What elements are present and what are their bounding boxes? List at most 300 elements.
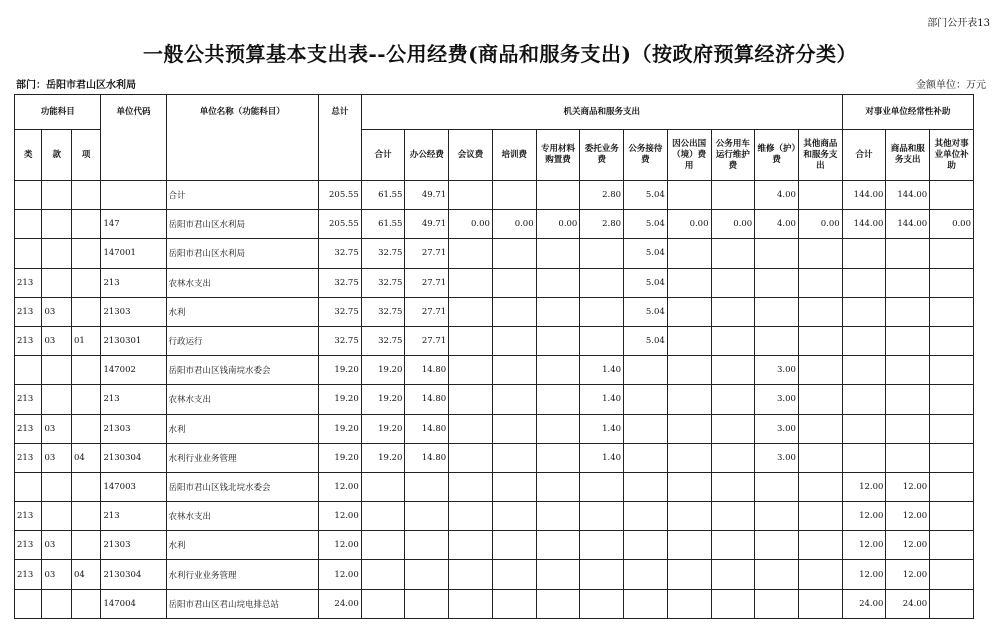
- cell-goods-value: [667, 239, 711, 268]
- cell-subsidy-value: 24.00: [842, 589, 886, 618]
- cell-xiang: [71, 385, 101, 414]
- cell-goods-value: [536, 443, 580, 472]
- cell-xiang: 04: [71, 443, 101, 472]
- cell-kuan: [42, 502, 71, 531]
- cell-goods-value: [711, 268, 755, 297]
- cell-goods-value: [667, 268, 711, 297]
- cell-goods-value: 5.04: [624, 268, 668, 297]
- header-unit-name: 单位名称（功能科目）: [166, 95, 319, 181]
- table-row: [15, 268, 974, 297]
- cell-unit-code: 21303: [101, 414, 166, 443]
- cell-unit-name: 岳阳市君山区钱北垸水委会: [166, 472, 319, 501]
- cell-goods-value: [711, 502, 755, 531]
- cell-goods-value: 32.75: [361, 326, 405, 355]
- cell-unit-name: 农林水支出: [166, 502, 319, 531]
- cell-subsidy-value: 12.00: [886, 502, 930, 531]
- cell-goods-value: 27.71: [405, 239, 449, 268]
- cell-xiang: [71, 356, 101, 385]
- cell-xiang: [71, 268, 101, 297]
- cell-goods-value: [667, 297, 711, 326]
- cell-goods-value: [536, 531, 580, 560]
- header-goods-col: 专用材料购置费: [536, 130, 580, 181]
- cell-goods-value: [711, 589, 755, 618]
- cell-goods-value: [755, 502, 799, 531]
- header-subsidy-col: 其他对事业单位补助: [930, 130, 974, 181]
- cell-goods-value: 0.00: [536, 210, 580, 239]
- amount-unit-label: 金额单位：万元: [916, 80, 986, 91]
- page-title: 一般公共预算基本支出表--公用经费(商品和服务支出)（按政府预算经济分类）: [142, 42, 858, 66]
- cell-goods-value: [624, 356, 668, 385]
- cell-goods-value: 27.71: [405, 326, 449, 355]
- cell-goods-value: [667, 589, 711, 618]
- cell-goods-value: [405, 531, 449, 560]
- cell-total: 32.75: [319, 239, 362, 268]
- cell-xiang: [71, 589, 101, 618]
- cell-subsidy-value: 12.00: [886, 531, 930, 560]
- cell-unit-code: 213: [101, 268, 166, 297]
- cell-xiang: [71, 531, 101, 560]
- cell-unit-name: 合计: [166, 181, 319, 210]
- cell-goods-value: [798, 356, 842, 385]
- cell-goods-value: [580, 472, 624, 501]
- cell-goods-value: [492, 560, 536, 589]
- cell-subsidy-value: [930, 472, 974, 501]
- cell-goods-value: 27.71: [405, 268, 449, 297]
- cell-unit-code: 213: [101, 385, 166, 414]
- cell-lei: [15, 210, 42, 239]
- cell-subsidy-value: 12.00: [842, 560, 886, 589]
- cell-lei: [15, 239, 42, 268]
- cell-goods-value: [536, 472, 580, 501]
- cell-goods-value: [492, 385, 536, 414]
- cell-goods-value: 19.20: [361, 443, 405, 472]
- cell-goods-value: 1.40: [580, 414, 624, 443]
- cell-unit-code: 147003: [101, 472, 166, 501]
- cell-total: 24.00: [319, 589, 362, 618]
- cell-goods-value: 1.40: [580, 443, 624, 472]
- table-row: [15, 181, 974, 210]
- cell-goods-value: [580, 297, 624, 326]
- cell-goods-value: [492, 414, 536, 443]
- cell-goods-value: 5.04: [624, 297, 668, 326]
- cell-lei: 213: [15, 443, 42, 472]
- cell-goods-value: [449, 356, 493, 385]
- cell-goods-value: 19.20: [361, 414, 405, 443]
- cell-goods-value: [492, 472, 536, 501]
- cell-subsidy-value: 12.00: [842, 502, 886, 531]
- cell-goods-value: 14.80: [405, 443, 449, 472]
- cell-subsidy-value: [842, 356, 886, 385]
- cell-goods-value: [492, 268, 536, 297]
- header-goods-col: 维修（护）费: [755, 130, 799, 181]
- cell-subsidy-value: 12.00: [842, 472, 886, 501]
- cell-goods-value: [667, 560, 711, 589]
- header-unit-code: 单位代码: [101, 95, 166, 181]
- cell-goods-value: [536, 268, 580, 297]
- cell-subsidy-value: [930, 181, 974, 210]
- cell-lei: 213: [15, 414, 42, 443]
- header-goods-col: 其他商品和服务支出: [798, 130, 842, 181]
- cell-goods-value: [798, 385, 842, 414]
- cell-goods-value: [580, 560, 624, 589]
- cell-subsidy-value: [930, 239, 974, 268]
- cell-goods-value: 49.71: [405, 210, 449, 239]
- cell-lei: [15, 356, 42, 385]
- cell-unit-code: 21303: [101, 531, 166, 560]
- header-goods-col: 会议费: [449, 130, 493, 181]
- table-row: [15, 472, 974, 501]
- cell-unit-code: [101, 181, 166, 210]
- cell-xiang: [71, 297, 101, 326]
- cell-goods-value: [711, 181, 755, 210]
- cell-goods-value: [492, 181, 536, 210]
- header-goods-col: 合计: [361, 130, 405, 181]
- cell-subsidy-value: 144.00: [842, 181, 886, 210]
- header-subsidy-col: 商品和服务支出: [886, 130, 930, 181]
- cell-goods-value: [667, 443, 711, 472]
- cell-goods-value: [624, 560, 668, 589]
- cell-goods-value: 0.00: [667, 210, 711, 239]
- cell-goods-value: 3.00: [755, 414, 799, 443]
- cell-goods-value: 2.80: [580, 181, 624, 210]
- cell-lei: [15, 181, 42, 210]
- cell-goods-value: 1.40: [580, 385, 624, 414]
- cell-total: 19.20: [319, 356, 362, 385]
- cell-goods-value: [580, 326, 624, 355]
- header-row-1: [15, 95, 974, 130]
- cell-goods-value: 49.71: [405, 181, 449, 210]
- cell-subsidy-value: [886, 356, 930, 385]
- cell-goods-value: [755, 239, 799, 268]
- cell-unit-code: 147001: [101, 239, 166, 268]
- cell-goods-value: [624, 502, 668, 531]
- cell-goods-value: [624, 472, 668, 501]
- cell-goods-value: [580, 531, 624, 560]
- cell-subsidy-value: [886, 443, 930, 472]
- cell-lei: [15, 472, 42, 501]
- cell-subsidy-value: [886, 414, 930, 443]
- cell-goods-value: [667, 356, 711, 385]
- cell-goods-value: 27.71: [405, 297, 449, 326]
- cell-goods-value: [361, 472, 405, 501]
- cell-goods-value: 3.00: [755, 385, 799, 414]
- cell-kuan: [42, 472, 71, 501]
- cell-subsidy-value: [930, 414, 974, 443]
- cell-lei: 213: [15, 297, 42, 326]
- header-goods-col: 公务用车运行维护费: [711, 130, 755, 181]
- cell-kuan: 03: [42, 414, 71, 443]
- cell-unit-name: 水利: [166, 531, 319, 560]
- cell-goods-value: [449, 443, 493, 472]
- cell-goods-value: 5.04: [624, 210, 668, 239]
- cell-unit-name: 岳阳市君山区钱南垸水委会: [166, 356, 319, 385]
- cell-goods-value: [580, 239, 624, 268]
- cell-goods-value: [711, 531, 755, 560]
- cell-goods-value: [405, 472, 449, 501]
- budget-table: [14, 94, 974, 619]
- cell-goods-value: [711, 326, 755, 355]
- cell-goods-value: [667, 414, 711, 443]
- cell-goods-value: [536, 297, 580, 326]
- cell-goods-value: 19.20: [361, 385, 405, 414]
- cell-subsidy-value: 144.00: [886, 210, 930, 239]
- cell-total: 12.00: [319, 531, 362, 560]
- header-xiang: 项: [71, 130, 101, 181]
- table-row: [15, 385, 974, 414]
- cell-lei: [15, 589, 42, 618]
- cell-subsidy-value: [930, 531, 974, 560]
- cell-goods-value: [624, 443, 668, 472]
- cell-goods-value: 61.55: [361, 181, 405, 210]
- cell-goods-value: [711, 239, 755, 268]
- cell-kuan: [42, 385, 71, 414]
- cell-kuan: [42, 589, 71, 618]
- cell-unit-name: 水利行业业务管理: [166, 560, 319, 589]
- cell-subsidy-value: 144.00: [886, 181, 930, 210]
- cell-subsidy-value: [842, 239, 886, 268]
- cell-goods-value: [449, 414, 493, 443]
- cell-unit-name: 行政运行: [166, 326, 319, 355]
- cell-lei: 213: [15, 531, 42, 560]
- cell-goods-value: [667, 502, 711, 531]
- cell-subsidy-value: [842, 297, 886, 326]
- cell-unit-code: 2130304: [101, 560, 166, 589]
- header-goods-col: 公务接待费: [624, 130, 668, 181]
- header-total: 总计: [319, 95, 362, 181]
- header-lei: 类: [15, 130, 42, 181]
- table-body: [15, 181, 974, 619]
- cell-unit-name: 水利: [166, 414, 319, 443]
- cell-goods-value: [449, 472, 493, 501]
- page-label: 部门公开表13: [927, 18, 990, 29]
- cell-unit-name: 水利: [166, 297, 319, 326]
- cell-unit-code: 147004: [101, 589, 166, 618]
- cell-goods-value: [405, 560, 449, 589]
- cell-subsidy-value: [886, 297, 930, 326]
- cell-subsidy-value: 12.00: [886, 472, 930, 501]
- cell-total: 32.75: [319, 326, 362, 355]
- cell-goods-value: 32.75: [361, 239, 405, 268]
- cell-kuan: [42, 181, 71, 210]
- cell-lei: 213: [15, 502, 42, 531]
- cell-goods-value: [798, 326, 842, 355]
- cell-goods-value: [755, 472, 799, 501]
- cell-subsidy-value: [886, 239, 930, 268]
- cell-xiang: 04: [71, 560, 101, 589]
- cell-unit-code: 2130304: [101, 443, 166, 472]
- cell-goods-value: 14.80: [405, 356, 449, 385]
- cell-goods-value: [711, 414, 755, 443]
- cell-goods-value: [361, 531, 405, 560]
- cell-goods-value: [798, 589, 842, 618]
- cell-total: 32.75: [319, 268, 362, 297]
- cell-subsidy-value: [930, 385, 974, 414]
- cell-goods-value: [711, 560, 755, 589]
- cell-total: 12.00: [319, 502, 362, 531]
- header-goods-col: 办公经费: [405, 130, 449, 181]
- cell-goods-value: [449, 239, 493, 268]
- cell-xiang: 01: [71, 326, 101, 355]
- cell-kuan: [42, 356, 71, 385]
- cell-total: 205.55: [319, 210, 362, 239]
- cell-total: 12.00: [319, 472, 362, 501]
- cell-unit-name: 农林水支出: [166, 268, 319, 297]
- cell-goods-value: [536, 181, 580, 210]
- table-row: [15, 356, 974, 385]
- cell-xiang: [71, 239, 101, 268]
- cell-goods-value: 2.80: [580, 210, 624, 239]
- cell-goods-value: [536, 502, 580, 531]
- cell-total: 205.55: [319, 181, 362, 210]
- cell-kuan: [42, 210, 71, 239]
- cell-goods-value: [580, 502, 624, 531]
- cell-goods-value: 5.04: [624, 181, 668, 210]
- header-func-subject: 功能科目: [15, 95, 101, 130]
- header-goods-col: 因公出国（境）费用: [667, 130, 711, 181]
- cell-xiang: [71, 472, 101, 501]
- cell-goods-value: [755, 297, 799, 326]
- cell-unit-name: 农林水支出: [166, 385, 319, 414]
- cell-unit-code: 147002: [101, 356, 166, 385]
- cell-goods-value: [798, 560, 842, 589]
- cell-lei: 213: [15, 560, 42, 589]
- cell-subsidy-value: [930, 443, 974, 472]
- cell-total: 12.00: [319, 560, 362, 589]
- cell-kuan: 03: [42, 531, 71, 560]
- cell-subsidy-value: [930, 297, 974, 326]
- cell-goods-value: [755, 560, 799, 589]
- cell-goods-value: [624, 385, 668, 414]
- cell-goods-value: 1.40: [580, 356, 624, 385]
- cell-goods-value: 0.00: [798, 210, 842, 239]
- cell-goods-value: [580, 589, 624, 618]
- cell-subsidy-value: [842, 326, 886, 355]
- cell-subsidy-value: [842, 268, 886, 297]
- cell-goods-value: [536, 385, 580, 414]
- table-row: [15, 210, 974, 239]
- cell-goods-value: 4.00: [755, 210, 799, 239]
- cell-subsidy-value: 0.00: [930, 210, 974, 239]
- cell-kuan: 03: [42, 560, 71, 589]
- cell-goods-value: 0.00: [449, 210, 493, 239]
- cell-goods-value: [492, 502, 536, 531]
- cell-goods-value: 32.75: [361, 268, 405, 297]
- cell-goods-value: [449, 181, 493, 210]
- cell-subsidy-value: 24.00: [886, 589, 930, 618]
- department-label: 部门：岳阳市君山区水利局: [16, 80, 136, 91]
- cell-xiang: [71, 210, 101, 239]
- cell-goods-value: [798, 502, 842, 531]
- cell-goods-value: [449, 326, 493, 355]
- cell-unit-name: 岳阳市君山区君山垸电排总站: [166, 589, 319, 618]
- cell-unit-code: 147: [101, 210, 166, 239]
- cell-unit-code: 21303: [101, 297, 166, 326]
- cell-goods-value: 32.75: [361, 297, 405, 326]
- cell-goods-value: 5.04: [624, 326, 668, 355]
- cell-goods-value: [449, 385, 493, 414]
- cell-xiang: [71, 502, 101, 531]
- header-goods-group: 机关商品和服务支出: [361, 95, 842, 130]
- cell-goods-value: [449, 502, 493, 531]
- cell-goods-value: [361, 560, 405, 589]
- cell-subsidy-value: [930, 326, 974, 355]
- cell-goods-value: [536, 560, 580, 589]
- cell-total: 32.75: [319, 297, 362, 326]
- cell-goods-value: [667, 385, 711, 414]
- cell-unit-name: 岳阳市君山区水利局: [166, 239, 319, 268]
- cell-goods-value: [798, 531, 842, 560]
- cell-goods-value: [405, 589, 449, 618]
- cell-goods-value: [798, 414, 842, 443]
- cell-goods-value: 14.80: [405, 385, 449, 414]
- cell-subsidy-value: [886, 268, 930, 297]
- cell-subsidy-value: [930, 560, 974, 589]
- cell-goods-value: [711, 472, 755, 501]
- cell-goods-value: 3.00: [755, 356, 799, 385]
- cell-subsidy-value: 144.00: [842, 210, 886, 239]
- cell-goods-value: [755, 589, 799, 618]
- table-row: [15, 297, 974, 326]
- cell-goods-value: 0.00: [492, 210, 536, 239]
- header-kuan: 款: [42, 130, 71, 181]
- cell-goods-value: [536, 414, 580, 443]
- cell-lei: 213: [15, 385, 42, 414]
- cell-goods-value: [361, 502, 405, 531]
- cell-subsidy-value: [930, 268, 974, 297]
- cell-total: 19.20: [319, 414, 362, 443]
- cell-goods-value: [449, 268, 493, 297]
- cell-goods-value: [405, 502, 449, 531]
- cell-goods-value: [492, 443, 536, 472]
- cell-goods-value: [449, 560, 493, 589]
- cell-unit-name: 岳阳市君山区水利局: [166, 210, 319, 239]
- cell-goods-value: [449, 297, 493, 326]
- cell-total: 19.20: [319, 385, 362, 414]
- cell-goods-value: [492, 239, 536, 268]
- cell-subsidy-value: [842, 385, 886, 414]
- cell-goods-value: 5.04: [624, 239, 668, 268]
- cell-goods-value: [667, 181, 711, 210]
- cell-subsidy-value: 12.00: [842, 531, 886, 560]
- cell-goods-value: [711, 385, 755, 414]
- cell-goods-value: 3.00: [755, 443, 799, 472]
- cell-goods-value: [798, 181, 842, 210]
- cell-goods-value: [798, 297, 842, 326]
- cell-subsidy-value: [886, 326, 930, 355]
- cell-goods-value: [624, 531, 668, 560]
- cell-xiang: [71, 181, 101, 210]
- cell-kuan: [42, 268, 71, 297]
- header-goods-col: 委托业务费: [580, 130, 624, 181]
- cell-goods-value: [492, 326, 536, 355]
- cell-goods-value: [361, 589, 405, 618]
- cell-goods-value: 61.55: [361, 210, 405, 239]
- cell-unit-code: 213: [101, 502, 166, 531]
- cell-total: 19.20: [319, 443, 362, 472]
- cell-kuan: 03: [42, 443, 71, 472]
- cell-goods-value: [667, 531, 711, 560]
- table-row: [15, 326, 974, 355]
- cell-goods-value: [711, 443, 755, 472]
- cell-goods-value: 0.00: [711, 210, 755, 239]
- cell-kuan: [42, 239, 71, 268]
- cell-goods-value: 19.20: [361, 356, 405, 385]
- cell-subsidy-value: [886, 385, 930, 414]
- cell-kuan: 03: [42, 326, 71, 355]
- cell-goods-value: [667, 326, 711, 355]
- cell-unit-name: 水利行业业务管理: [166, 443, 319, 472]
- cell-goods-value: 4.00: [755, 181, 799, 210]
